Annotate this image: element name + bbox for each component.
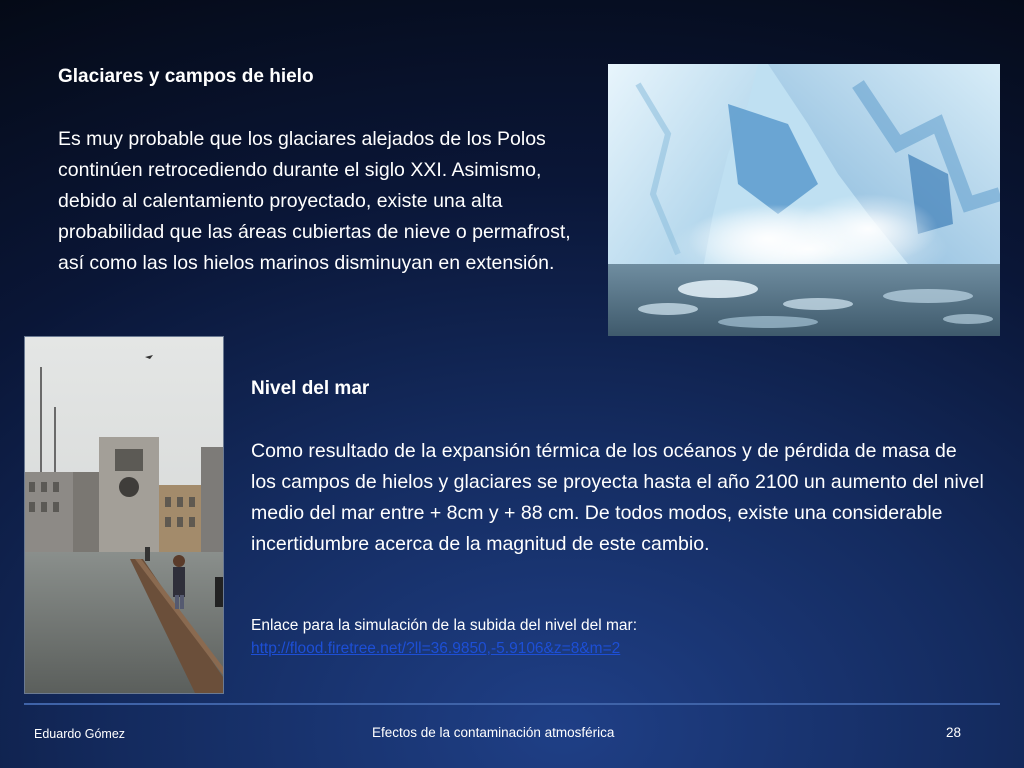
glacier-illustration [608,64,1000,336]
section-title-glaciers: Glaciares y campos de hielo [58,66,314,87]
simulation-link-intro: Enlace para la simulación de la subida del nivel del mar: [251,617,637,634]
section-title-sea-level: Nivel del mar [251,378,370,399]
section-body-glaciers: Es muy probable que los glaciares alejados de los Polos continúen retrocediendo durante el siglo XXI. Asimismo, debido al calentamiento proyectado, existe una alta probabilidad que las áreas cubiertas de nieve o permafrost, así como las los hielos marinos disminuyan en extensión. [58,128,571,274]
footer-divider [24,703,1000,705]
glacier-photo [608,64,1000,336]
venice-photo [24,336,224,694]
simulation-link[interactable]: http://flood.firetree.net/?ll=36.9850,-5.9106&z=8&m=2 [251,640,621,657]
venice-illustration [25,337,223,693]
footer-title: Efectos de la contaminación atmosférica [372,725,615,740]
section-body-sea-level: Como resultado de la expansión térmica de los océanos y de pérdida de masa de los campos de hielos y glaciares se proyecta hasta el año 2100 un aumento del nivel medio del mar entre + 8cm y + 88 cm. De todos modos, existe una considerable incertidumbre acerca de la magnitud de este cambio. [251,440,984,555]
footer-author: Eduardo Gómez [34,727,126,741]
page-number: 28 [946,725,962,740]
simulation-link-block [251,614,991,660]
